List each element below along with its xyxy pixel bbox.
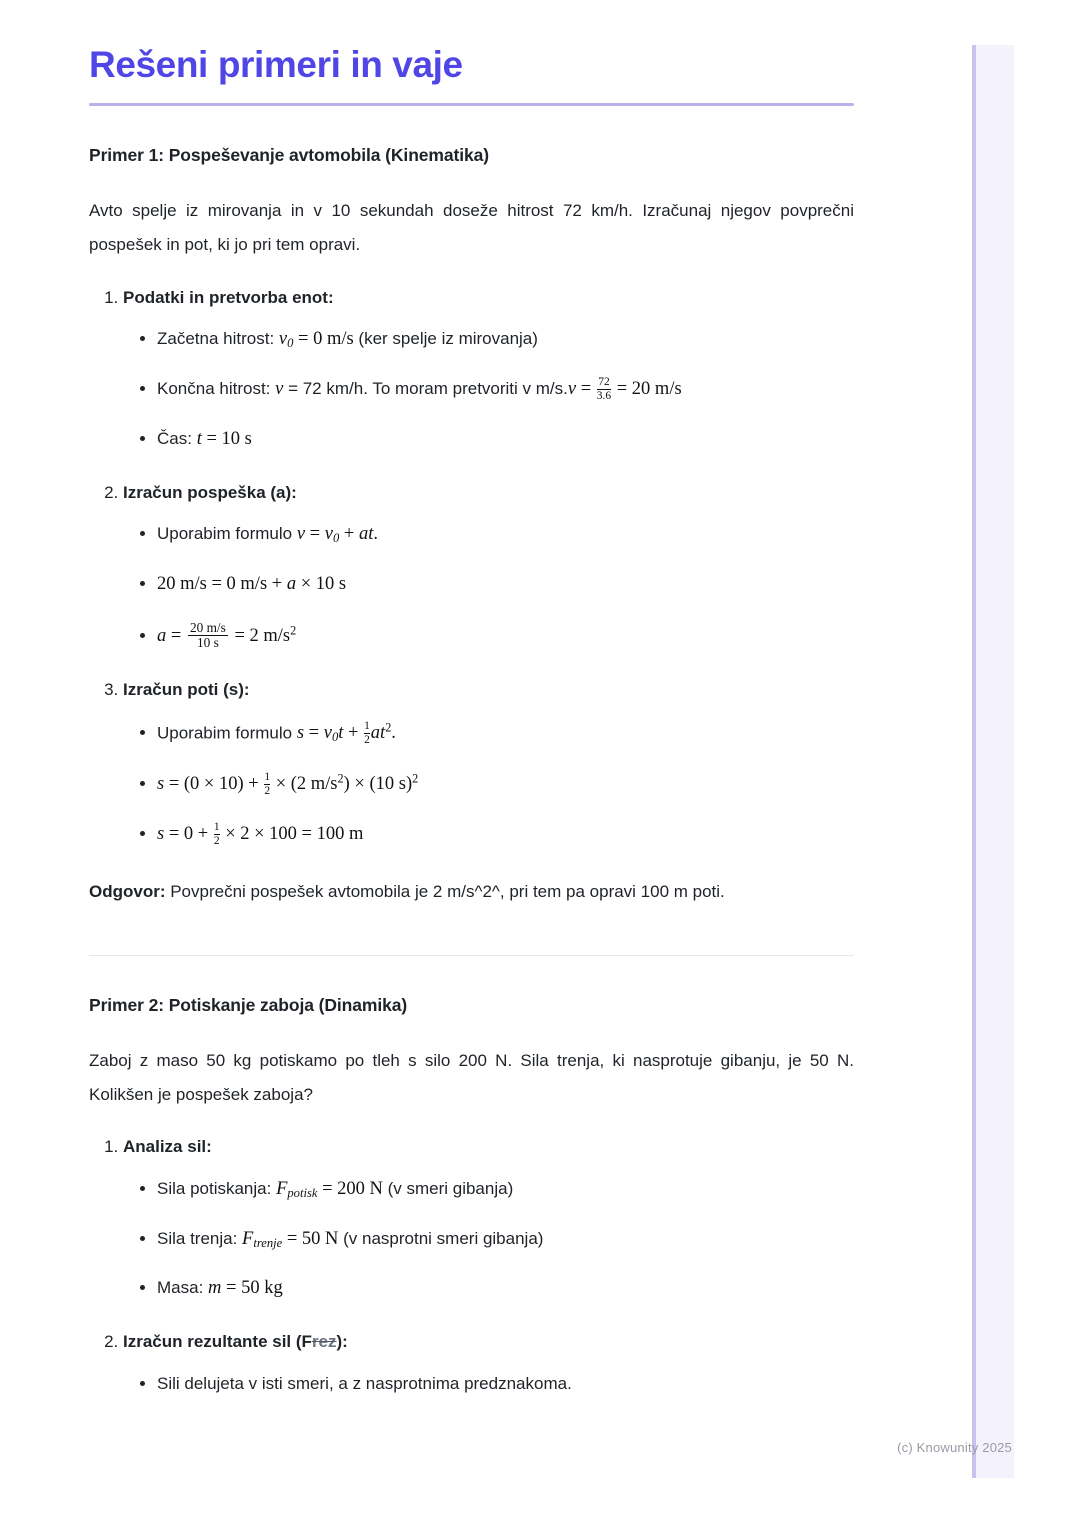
math-period-1: . [373,524,378,544]
math-s-part-d: = 0 + [164,824,213,845]
fraction-denominator: 2 [364,733,370,746]
list-item [157,376,854,404]
math-20ms-equation [157,574,346,594]
math-s-substituted [157,771,419,797]
math-a-equals-fraction-result [157,619,297,651]
math-fraction-one-half-1 [364,720,370,746]
step-item-rezultanta [123,1329,854,1396]
math-var-v: v [278,329,288,350]
fraction-numerator: 1 [264,771,271,784]
list-item [157,1371,854,1397]
math-var-a-1: a [286,573,297,594]
title-underline-rule [89,103,854,106]
math-var-at: at [358,524,374,544]
math-var-s-1: s [296,723,305,744]
step-label-poti: Izračun poti (s): [123,680,250,700]
bullet-text-masa: Masa: [157,1278,209,1298]
section-divider [89,955,854,956]
step-label-rezultanta-post: ): [336,1332,348,1352]
substeps-pospesek [123,521,854,651]
step-label-analiza-sil: Analiza sil: [123,1137,212,1157]
list-item [157,770,854,799]
math-var-v-4: v [296,524,306,544]
step-item-poti [123,677,854,848]
fraction-denominator: 10 s [188,635,228,651]
bullet-text-sila-potiskanja: Sila potiskanja: [157,1178,277,1198]
step-label-rezultanta [123,1332,348,1351]
fraction-denominator: 3.6 [596,389,612,402]
math-subscript-trenje: trenje [253,1235,283,1250]
math-t-equals-10s [197,429,252,449]
section-heading-primer-2: Primer 2: Potiskanje zaboja (Dinamika) [89,995,408,1016]
math-text-20ms: 20 m/s = 0 m/s + [157,573,287,594]
math-subscript-0b: 0 [332,530,340,545]
math-equals-3: = [166,626,186,647]
fraction-numerator: 1 [213,821,220,833]
math-eq-10s: = 10 s [201,428,252,449]
math-eq-200N: = 200 N [317,1178,383,1199]
fraction-denominator: 2 [264,784,271,797]
fraction-numerator: 1 [364,720,370,733]
step-label-rezultanta-struck-subscript: rez [311,1332,337,1352]
substeps-podatki [123,326,854,453]
math-superscript-2d: 2 [412,771,419,786]
math-eq-2ms2: = 2 m/s [229,626,291,647]
math-s-part-e: × 2 × 100 = 100 m [220,824,364,845]
math-var-t: t [196,428,202,449]
bullet-text-cas: Čas: [157,428,197,448]
bullet-text-uporabim-2: Uporabim formulo [157,723,297,743]
math-s-part-a: = (0 × 10) + [164,774,264,795]
bullet-text-uporabim-1: Uporabim formulo [157,524,297,543]
bullet-text-sila-trenja: Sila trenja: [157,1228,243,1248]
bullet-text-ker: (ker spelje iz mirovanja) [353,329,538,349]
fraction-denominator: 2 [213,834,220,847]
math-var-a-2: a [157,626,167,647]
section-2-steps-list [89,1134,854,1396]
math-equals-1: = [576,379,596,399]
math-var-F-2: F [242,1228,254,1249]
step-item-pospesek [123,480,854,652]
bullet-text-v-nasprotni: (v nasprotni smeri gibanja) [338,1228,544,1248]
section-2-intro-paragraph: Zaboj z maso 50 kg potiskamo po tleh s silo 200 N. Sila trenja, ki nasprotuje gibanju, je 50 N. Kolikšen je pospešek zaboja? [89,1050,854,1105]
math-m-equals-50kg [208,1278,283,1298]
math-var-F-1: F [276,1178,288,1199]
substeps-analiza-sil [123,1176,854,1303]
math-superscript-2b: 2 [385,720,392,735]
list-item [157,571,854,599]
list-item [157,621,854,652]
page-title: Rešeni primeri in vaje [89,44,463,85]
math-subscript-0c: 0 [331,729,339,744]
copyright-watermark: (c) Knowunity 2025 [897,1440,1012,1455]
math-equals-2: = [305,524,325,544]
math-subscript-0: 0 [287,335,294,350]
math-v-equals-v0-plus-at [297,524,378,544]
section-1-answer-paragraph [89,875,854,909]
bullet-text-v-smeri: (v smeri gibanja) [382,1178,514,1198]
math-eq-50N: = 50 N [282,1228,339,1249]
math-var-v-5: v [324,524,333,544]
math-period-2: . [391,723,396,744]
section-1-steps-list [89,285,854,849]
math-v0-equals-0 [279,329,354,349]
fraction-numerator: 20 m/s [189,619,226,635]
list-item [157,326,854,354]
math-var-m: m [208,1278,222,1299]
section-heading-primer-1: Primer 1: Pospeševanje avtomobila (Kinematika) [89,145,489,166]
math-var-v-2: v [275,379,284,399]
math-superscript-2a: 2 [290,623,297,638]
step-item-podatki [123,285,854,454]
math-var-s-2: s [157,774,165,795]
list-item [157,521,854,549]
math-v-equals-fraction [567,375,682,402]
math-equals-4: = [304,723,324,744]
math-fraction-one-half-3 [214,821,220,847]
list-item [157,1176,854,1204]
bullet-text-sili-delujeta: Sili delujeta v isti smeri, a z nasprotnima predznakoma. [157,1373,572,1393]
math-var-at2: at [370,723,386,744]
list-item [157,821,854,849]
step-item-analiza-sil [123,1134,854,1303]
math-var-s-3: s [157,824,165,845]
math-eq-20ms: = 20 m/s [612,379,682,399]
substeps-rezultanta [123,1371,854,1397]
math-fraction-72-over-36 [597,376,611,402]
step-label-pospesek: Izračun pospeška (a): [123,482,297,502]
math-f-trenje [242,1229,338,1249]
step-label-rezultanta-pre: Izračun rezultante sil (F [123,1332,312,1352]
math-var-v-6: v [323,723,332,744]
answer-text: Povprečni pospešek avtomobila je 2 m/s^2^, pri tem pa opravi 100 m poti. [165,881,725,901]
math-var-t-2: t [338,723,344,744]
math-s-result [157,821,364,847]
list-item [157,719,854,748]
math-superscript-2c: 2 [337,771,344,786]
list-item [157,1275,854,1303]
math-eq-0ms: = 0 m/s [293,329,354,350]
math-eq-50kg: = 50 kg [221,1278,283,1299]
bullet-text-zacetna: Začetna hitrost: [157,329,279,349]
list-item [157,1226,854,1254]
math-f-potisk [276,1179,383,1199]
right-side-strip [972,45,1014,1478]
fraction-numerator: 72 [598,375,610,388]
math-subscript-potisk: potisk [287,1185,318,1200]
math-var-v-3: v [567,379,577,399]
answer-label: Odgovor: [89,881,166,901]
math-s-formula [296,720,396,746]
math-times-10s: × 10 s [296,573,347,594]
math-plus-2: + [343,723,364,744]
math-fraction-one-half-2 [264,771,270,797]
math-s-part-b: × (2 m/s [271,774,338,795]
section-1-intro-paragraph: Avto spelje iz mirovanja in v 10 sekundah doseže hitrost 72 km/h. Izračunaj njegov povprečni pospešek in pot, ki jo pri tem opravi. [89,201,854,255]
step-label-podatki: Podatki in pretvorba enot: [123,287,334,307]
math-s-part-c: ) × (10 s) [343,774,413,795]
list-item [157,426,854,454]
math-fraction-20ms-over-10s [188,621,228,652]
bullet-text-koncna: Končna hitrost: [157,379,276,398]
math-plus-1: + [339,524,359,544]
substeps-poti [123,719,854,849]
bullet-text-pretvoriti: = 72 km/h. To moram pretvoriti v m/s. [283,379,568,398]
